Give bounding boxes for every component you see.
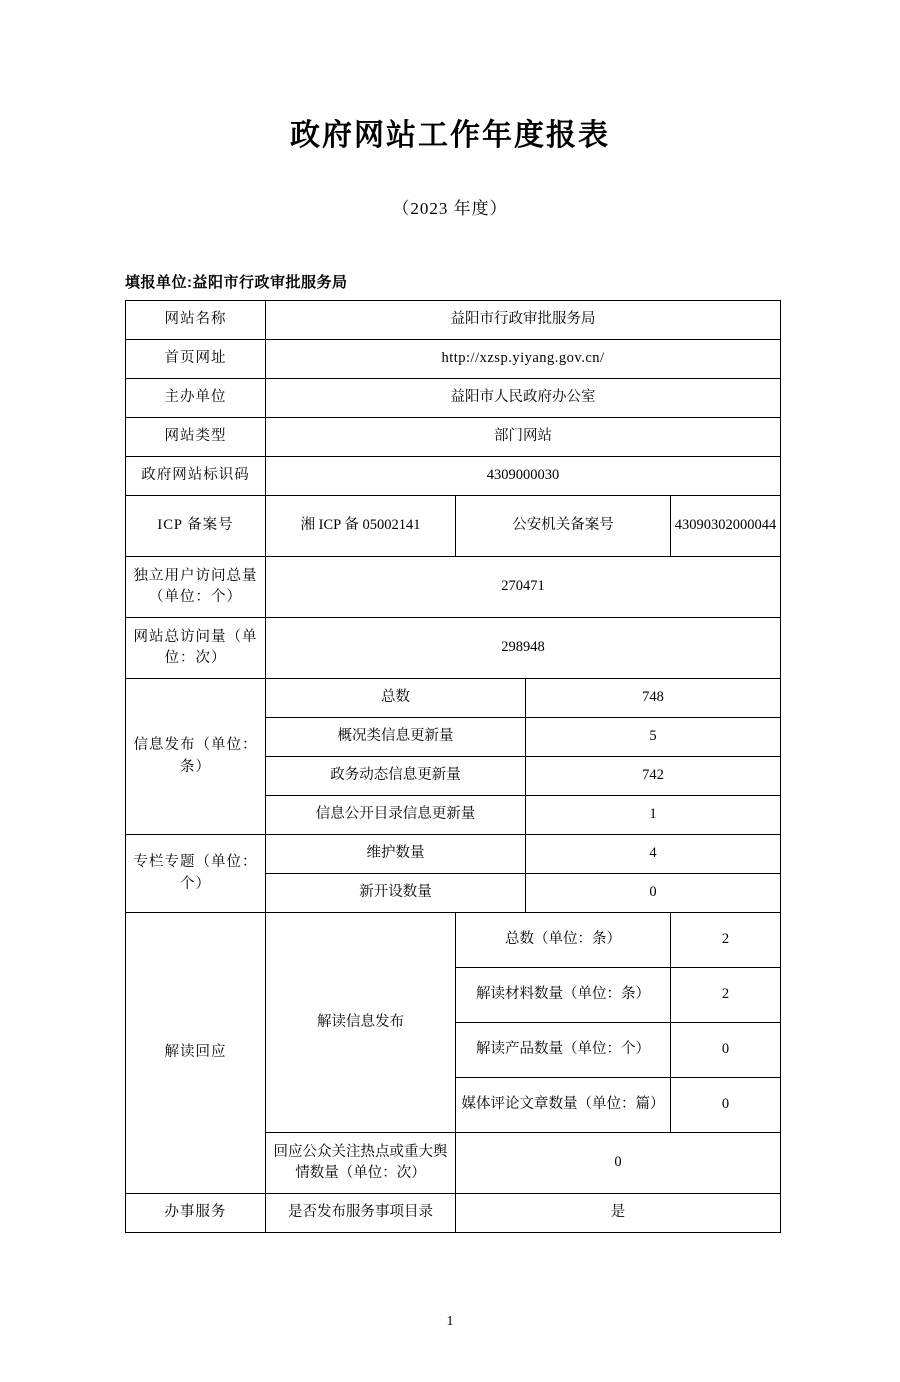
unique-visitors-value: 270471: [266, 557, 781, 618]
homepage-label: 首页网址: [126, 340, 266, 379]
table-row: [126, 913, 781, 968]
table-row: [126, 557, 781, 618]
page-title: 政府网站工作年度报表: [290, 119, 610, 152]
interpret-material-value: 2: [671, 968, 781, 1023]
table-row: [126, 457, 781, 496]
total-visits-value: 298948: [266, 618, 781, 679]
unique-visitors-label: 独立用户访问总量（单位：个）: [126, 557, 266, 618]
site-code-value: 4309000030: [266, 457, 781, 496]
column-new-value: 0: [526, 874, 781, 913]
column-topic-label: 专栏专题（单位：个）: [126, 835, 266, 913]
interpret-material-label: 解读材料数量（单位：条）: [456, 968, 671, 1023]
service-catalog-label: 是否发布服务事项目录: [266, 1194, 456, 1233]
info-total-label: 总数: [266, 679, 526, 718]
site-code-label: 政府网站标识码: [126, 457, 266, 496]
total-visits-label: 网站总访问量（单位：次）: [126, 618, 266, 679]
filler-unit-line: 填报单位:益阳市行政审批服务局: [125, 274, 348, 291]
table-row: [126, 1194, 781, 1233]
table-row: [126, 496, 781, 557]
info-overview-label: 概况类信息更新量: [266, 718, 526, 757]
police-record-label: 公安机关备案号: [456, 496, 671, 557]
media-comment-value: 0: [671, 1078, 781, 1133]
info-overview-value: 5: [526, 718, 781, 757]
column-maintain-label: 维护数量: [266, 835, 526, 874]
icp-label: ICP 备案号: [126, 496, 266, 557]
info-publish-label: 信息发布（单位：条）: [126, 679, 266, 835]
icp-value: 湘 ICP 备 05002141: [266, 496, 456, 557]
table-row: [126, 301, 781, 340]
info-catalog-value: 1: [526, 796, 781, 835]
interpret-product-value: 0: [671, 1023, 781, 1078]
info-total-value: 748: [526, 679, 781, 718]
table-row: [126, 835, 781, 874]
interpret-total-value: 2: [671, 913, 781, 968]
interpret-response-label: 解读回应: [126, 913, 266, 1194]
column-new-label: 新开设数量: [266, 874, 526, 913]
site-name-label: 网站名称: [126, 301, 266, 340]
hotspot-response-label: 回应公众关注热点或重大舆情数量（单位：次）: [266, 1133, 456, 1194]
homepage-value: http://xzsp.yiyang.gov.cn/: [266, 340, 781, 379]
page-subtitle: （2023 年度）: [392, 199, 508, 218]
info-dynamic-label: 政务动态信息更新量: [266, 757, 526, 796]
site-type-value: 部门网站: [266, 418, 781, 457]
table-row: [126, 379, 781, 418]
sponsor-label: 主办单位: [126, 379, 266, 418]
interpret-publish-label: 解读信息发布: [266, 913, 456, 1133]
interpret-total-label: 总数（单位：条）: [456, 913, 671, 968]
table-row: [126, 618, 781, 679]
service-label: 办事服务: [126, 1194, 266, 1233]
table-row: [126, 340, 781, 379]
hotspot-response-value: 0: [456, 1133, 781, 1194]
police-record-value: 43090302000044: [671, 496, 781, 557]
site-type-label: 网站类型: [126, 418, 266, 457]
info-catalog-label: 信息公开目录信息更新量: [266, 796, 526, 835]
page-number: 1: [446, 1314, 454, 1329]
table-row: [126, 418, 781, 457]
site-name-value: 益阳市行政审批服务局: [266, 301, 781, 340]
media-comment-label: 媒体评论文章数量（单位：篇）: [456, 1078, 671, 1133]
table-row: [126, 679, 781, 718]
annual-report-table: [125, 300, 781, 1233]
sponsor-value: 益阳市人民政府办公室: [266, 379, 781, 418]
interpret-product-label: 解读产品数量（单位：个）: [456, 1023, 671, 1078]
column-maintain-value: 4: [526, 835, 781, 874]
info-dynamic-value: 742: [526, 757, 781, 796]
service-catalog-value: 是: [456, 1194, 781, 1233]
document-page: [0, 110, 900, 1382]
